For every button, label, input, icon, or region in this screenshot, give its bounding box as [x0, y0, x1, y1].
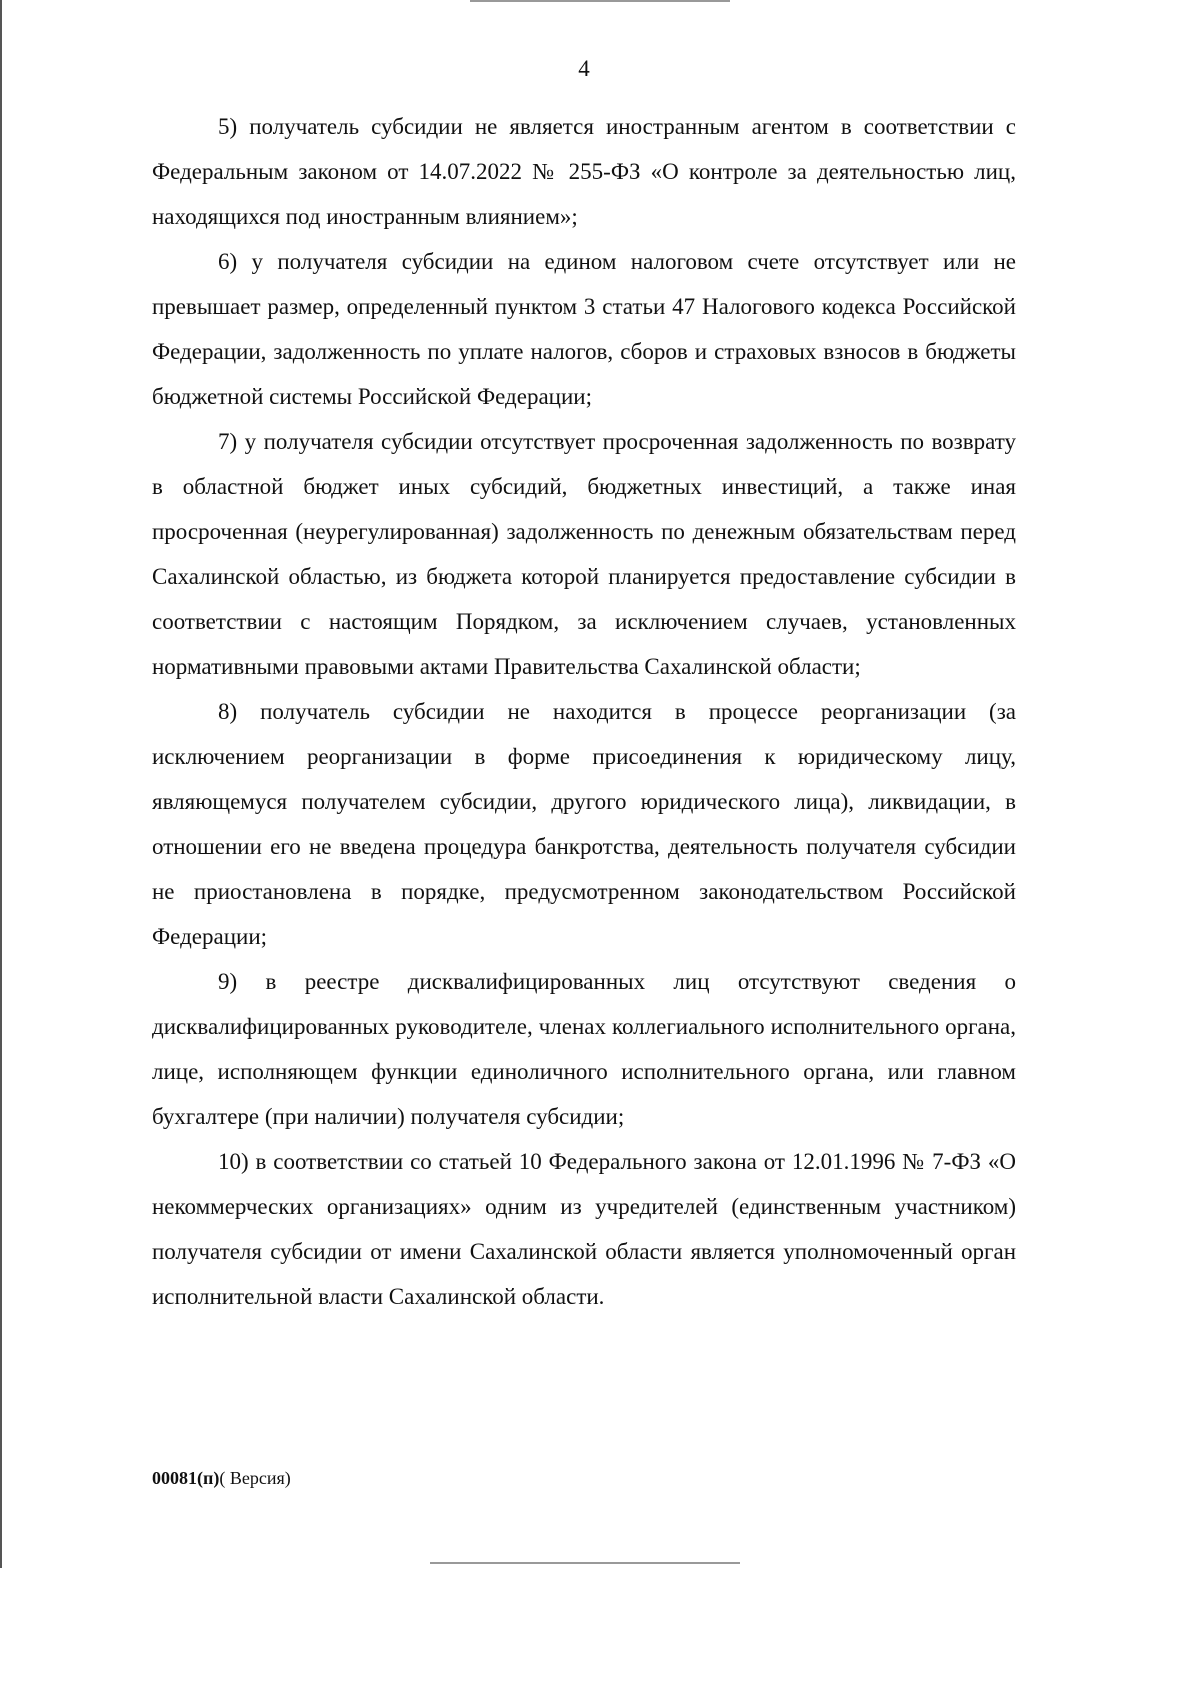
paragraph-item-7: 7) у получателя субсидии отсутствует просроченная задолженность по возврату в областной бюджет иных субсидий, бюджетных инвестиций, а также иная просроченная (неурегулированная) задолженность по денежным обязательствам перед Сахалинской областью, из бюджета которой планируется предоставление субсидии в соответствии с настоящим Порядком, за исключением случаев, установленных нормативными правовыми актами Правительства Сахалинской области;	[152, 429, 1016, 679]
scan-artifact-bottom	[430, 1562, 740, 1564]
document-code: 00081(п)	[152, 1468, 220, 1488]
paragraph-item-10: 10) в соответствии со статьей 10 Федерального закона от 12.01.1996 № 7-ФЗ «О некоммерческих организациях» одним из учредителей (единственным участником) получателя субсидии от имени Сахалинской области является уполномоченный орган исполнительной власти Сахалинской области.	[152, 1149, 1016, 1309]
paragraph-item-9: 9) в реестре дисквалифицированных лиц отсутствуют сведения о дисквалифицированных руководителе, членах коллегиального исполнительного органа, лице, исполняющем функции единоличного исполнительного органа, или главном бухгалтере (при наличии) получателя субсидии;	[152, 969, 1016, 1129]
page-number: 4	[578, 56, 590, 81]
paragraph-item-5: 5) получатель субсидии не является иностранным агентом в соответствии с Федеральным законом от 14.07.2022 № 255-ФЗ «О контроле за деятельностью лиц, находящихся под иностранным влиянием»;	[152, 114, 1016, 229]
paragraph-item-6: 6) у получателя субсидии на едином налоговом счете отсутствует или не превышает размер, определенный пунктом 3 статьи 47 Налогового кодекса Российской Федерации, задолженность по уплате налогов, сборов и страховых взносов в бюджеты бюджетной системы Российской Федерации;	[152, 249, 1016, 409]
document-version: ( Версия)	[219, 1468, 291, 1488]
document-footer-code	[152, 1468, 291, 1489]
paragraph-item-8: 8) получатель субсидии не находится в процессе реорганизации (за исключением реорганизации в форме присоединения к юридическому лицу, являющемуся получателем субсидии, другого юридического лица), ликвидации, в отношении его не введена процедура банкротства, деятельность получателя субсидии не приостановлена в порядке, предусмотренном законодательством Российской Федерации;	[152, 699, 1016, 949]
scan-artifact-top	[470, 0, 730, 2]
scan-edge	[0, 0, 2, 1568]
document-body	[152, 104, 1016, 1319]
